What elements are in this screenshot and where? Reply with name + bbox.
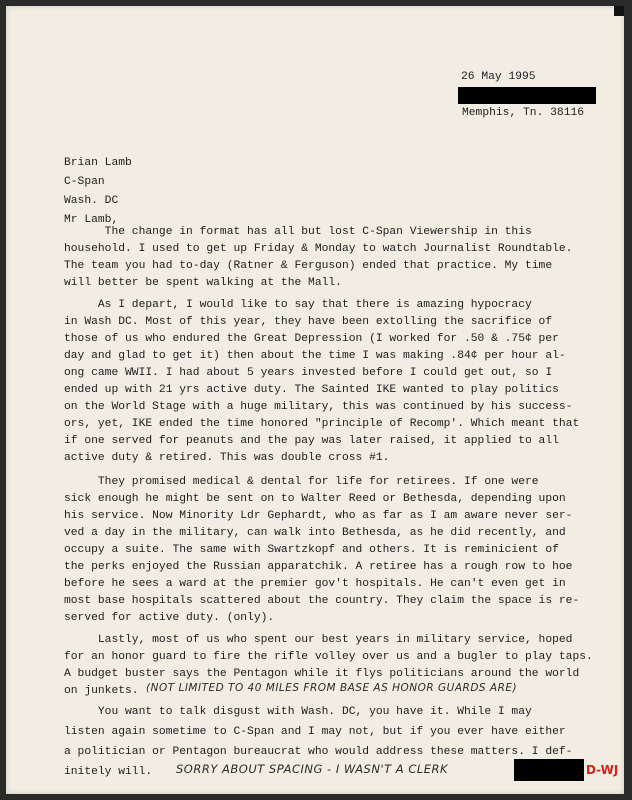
body-line: will better be spent walking at the Mall. <box>64 277 342 289</box>
recipient-name: Brian Lamb <box>64 157 132 169</box>
body-line: listen again sometime to C-Span and I may not, but if you ever have either <box>64 726 566 738</box>
body-line: They promised medical & dental for life for retirees. If one were <box>64 476 539 488</box>
body-line: before he sees a ward at the premier gov't hospitals. He can't even get in <box>64 578 566 590</box>
body-line: initely will. <box>64 766 153 778</box>
body-line: ended up with 21 yrs active duty. The Sainted IKE wanted to play politics <box>64 384 559 396</box>
body-line: ved a day in the military, can walk into Bethesda, as he did recently, and <box>64 527 566 539</box>
body-line: household. I used to get up Friday & Monday to watch Journalist Roundtable. <box>64 243 573 255</box>
body-line: on junkets. <box>64 685 139 697</box>
body-line: As I depart, I would like to say that there is amazing hypocracy <box>64 299 532 311</box>
body-line: his service. Now Minority Ldr Gephardt, who as far as I am aware never ser- <box>64 510 573 522</box>
body-line: in Wash DC. Most of this year, they have been extolling the sacrifice of <box>64 316 553 328</box>
corner-mark <box>614 6 624 16</box>
body-line: most base hospitals scattered about the country. They claim the space is re- <box>64 595 580 607</box>
salutation: Mr Lamb, <box>64 214 119 226</box>
body-line: A budget buster says the Pentagon while it flys politicians around the world <box>64 668 580 680</box>
redacted-signature <box>514 759 584 781</box>
recipient-city: Wash. DC <box>64 195 119 207</box>
body-line: occupy a suite. The same with Swartzkopf and others. It is reminicient of <box>64 544 559 556</box>
body-line: served for active duty. (only). <box>64 612 275 624</box>
body-line: The change in format has all but lost C-Span Viewership in this <box>64 226 532 238</box>
recipient-org: C-Span <box>64 176 105 188</box>
body-line: if one served for peanuts and the pay was later raised, it applied to all <box>64 435 559 447</box>
body-line: those of us who endured the Great Depression (I worked for .50 & .75¢ per <box>64 333 559 345</box>
body-line: a politician or Pentagon bureaucrat who would address these matters. I def- <box>64 746 573 758</box>
body-line: for an honor guard to fire the rifle volley over us and a bugler to play taps. <box>64 651 593 663</box>
handwritten-aside: (NOT LIMITED TO 40 MILES FROM BASE AS HONOR GUARDS ARE) <box>146 682 518 694</box>
body-line: active duty & retired. This was double cross #1. <box>64 452 390 464</box>
body-line: the perks enjoyed the Russian apparatchik. A retiree has a rough row to hoe <box>64 561 573 573</box>
letter-page <box>6 6 624 794</box>
body-line: sick enough he might be sent on to Walter Reed or Bethesda, depending upon <box>64 493 566 505</box>
body-line: ors, yet, IKE ended the time honored "principle of Recomp'. Which meant that <box>64 418 580 430</box>
body-line: ong came WWII. I had about 5 years invested before I could get out, so I <box>64 367 553 379</box>
redacted-address <box>458 87 596 104</box>
letter-date: 26 May 1995 <box>461 71 536 83</box>
body-line: on the World Stage with a huge military, this was continued by his success- <box>64 401 573 413</box>
handwritten-initials: D-WJ <box>586 763 619 777</box>
body-line: The team you had to-day (Ratner & Ferguson) ended that practice. My time <box>64 260 553 272</box>
body-line: Lastly, most of us who spent our best years in military service, hoped <box>64 634 573 646</box>
handwritten-closing: SORRY ABOUT SPACING - I WASN'T A CLERK <box>176 762 449 776</box>
body-line: You want to talk disgust with Wash. DC, you have it. While I may <box>64 706 532 718</box>
body-line: day and glad to get it) then about the time I was making .84¢ per hour al- <box>64 350 566 362</box>
letter-city: Memphis, Tn. 38116 <box>462 107 585 119</box>
